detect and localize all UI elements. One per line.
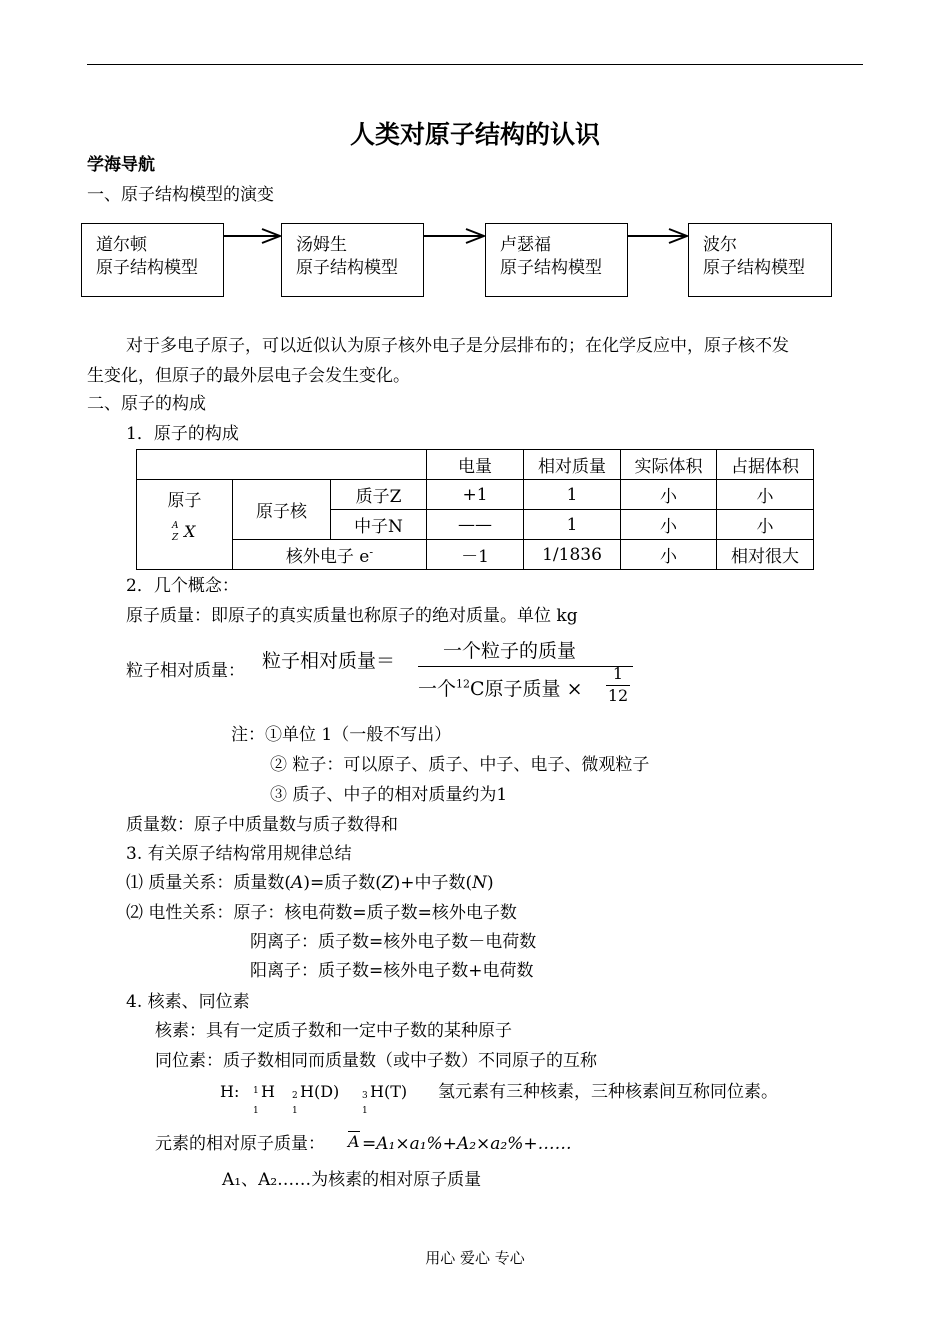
- paragraph-line: 对于多电子原子，可以近似认为原子核外电子是分层排布的；在化学反应中，原子核不发: [126, 336, 789, 356]
- model-box-dalton: [81, 223, 224, 297]
- isotope-definition: 同位素：质子数相同而质量数（或中子数）不同原子的互称: [155, 1051, 597, 1071]
- table-row: [137, 540, 814, 570]
- rule1-text: ): [487, 873, 494, 893]
- formula-lhs: 粒子相对质量＝: [262, 650, 396, 672]
- atom-cell: [137, 480, 233, 570]
- atom-symbol-number: Z: [172, 533, 179, 543]
- fraction-bar: [418, 666, 633, 667]
- note-line: ② 粒子：可以原子、质子、中子、电子、微观粒子: [270, 755, 650, 775]
- rule1-a: A: [291, 873, 304, 893]
- avg-mass-label: 元素的相对原子质量：: [155, 1134, 325, 1154]
- sub1-heading: 1．原子的构成: [126, 424, 239, 444]
- table-cell: －1: [427, 540, 524, 570]
- table-cell: ——: [427, 510, 524, 540]
- avg-mass-abar: A: [348, 1132, 360, 1151]
- atom-symbol-mass: A: [172, 521, 179, 531]
- den-prefix: 一个: [418, 678, 457, 700]
- model-box-bohr: [688, 223, 832, 297]
- table-header: 实际体积: [621, 450, 717, 480]
- rule1-text: ⑴ 质量关系：质量数(: [126, 873, 292, 893]
- hydrogen-description: 氢元素有三种核素，三种核素间互称同位素。: [438, 1082, 778, 1102]
- electron-label: 核外电子 e: [285, 547, 370, 567]
- isotope-number: 1: [292, 1106, 298, 1116]
- nuclide-definition: 核素：具有一定质子数和一定中子数的某种原子: [155, 1021, 512, 1041]
- isotope-symbol: H(T): [370, 1082, 408, 1101]
- table-row: [137, 480, 814, 510]
- table-cell: 1: [524, 480, 621, 510]
- section-nav-heading: 学海导航: [87, 155, 155, 175]
- isotope-mass: 2: [292, 1091, 298, 1101]
- isotope-symbol: H(D): [300, 1082, 340, 1101]
- table-cell: 小: [717, 480, 814, 510]
- rule1-n: N: [472, 873, 488, 893]
- model-box-thomson: [281, 223, 424, 297]
- model-label: 原子结构模型: [296, 257, 398, 278]
- table-cell: +1: [427, 480, 524, 510]
- isotope-mass: 1: [253, 1086, 259, 1096]
- model-name: 波尔: [703, 235, 737, 255]
- small-fraction-den: 12: [607, 686, 629, 705]
- arrow-icon: [224, 226, 282, 246]
- den-sup: 12: [456, 677, 471, 691]
- table-cell: 相对很大: [717, 540, 814, 570]
- table-cell: 1/1836: [524, 540, 621, 570]
- rule-cation: 阳离子：质子数=核外电子数+电荷数: [250, 961, 534, 981]
- avg-mass-formula: =A₁×a₁%+A₂×a₂%+……: [362, 1134, 572, 1154]
- nucleus-cell: 原子核: [233, 480, 331, 540]
- sub4-heading: 4. 核素、同位素: [126, 992, 250, 1012]
- table-cell: 中子N: [331, 510, 427, 540]
- isotope-mass: 3: [362, 1091, 368, 1101]
- model-box-rutherford: [485, 223, 628, 297]
- formula-denominator: [418, 674, 583, 701]
- isotope-number: 1: [362, 1106, 368, 1116]
- arrow-icon: [424, 226, 486, 246]
- model-name: 道尔顿: [96, 235, 147, 255]
- table-header: 相对质量: [524, 450, 621, 480]
- table-header-row: [137, 450, 814, 480]
- model-label: 原子结构模型: [703, 257, 805, 278]
- model-name: 卢瑟福: [500, 235, 551, 255]
- electron-sup: -: [369, 545, 374, 559]
- table-cell: 1: [524, 510, 621, 540]
- model-name: 汤姆生: [296, 235, 347, 255]
- arrow-icon: [628, 226, 689, 246]
- table-corner-cell: [137, 450, 427, 480]
- avg-mass-note: A₁、A₂……为核素的相对原子质量: [222, 1170, 482, 1190]
- formula-numerator: 一个粒子的质量: [443, 640, 577, 662]
- rule1-text: )=质子数(: [303, 873, 382, 893]
- rule1-text: )+中子数(: [393, 873, 473, 893]
- isotope-symbol: H: [261, 1082, 275, 1101]
- small-fraction: [606, 664, 630, 705]
- page-title: 人类对原子结构的认识: [349, 120, 600, 149]
- rule-anion: 阴离子：质子数=核外电子数－电荷数: [250, 932, 537, 952]
- table-cell: 小: [717, 510, 814, 540]
- sub2-heading: 2．几个概念：: [126, 576, 239, 596]
- section1-heading: 一、原子结构模型的演变: [87, 185, 274, 205]
- page-footer: 用心 爱心 专心: [425, 1249, 525, 1267]
- electron-cell: [233, 540, 427, 570]
- table-cell: 小: [621, 510, 717, 540]
- rule-charge-relation: ⑵ 电性关系：原子：核电荷数=质子数=核外电子数: [126, 903, 517, 923]
- atom-symbol: [137, 511, 232, 557]
- atom-symbol-letter: X: [184, 522, 196, 541]
- sub3-heading: 3. 有关原子结构常用规律总结: [126, 844, 352, 864]
- atom-label: 原子: [167, 491, 202, 511]
- hydrogen-prefix: H:: [220, 1082, 240, 1101]
- table-cell: 小: [621, 480, 717, 510]
- atomic-mass-definition: 原子质量：即原子的真实质量也称原子的绝对质量。单位 kg: [126, 606, 578, 626]
- rule-mass-relation: [126, 873, 494, 893]
- mass-number-definition: 质量数：原子中质量数与质子数得和: [126, 815, 398, 835]
- den-rest: C原子质量 ×: [470, 678, 583, 700]
- atom-composition-table: [136, 449, 814, 570]
- relative-mass-label: 粒子相对质量：: [126, 661, 245, 681]
- rule1-z: Z: [381, 873, 394, 893]
- note-line: ③ 质子、中子的相对质量约为1: [270, 785, 508, 805]
- table-header: 电量: [427, 450, 524, 480]
- paragraph-line: 生变化，但原子的最外层电子会发生变化。: [87, 366, 410, 386]
- isotope-number: 1: [253, 1106, 259, 1116]
- table-cell: 质子Z: [331, 480, 427, 510]
- table-header: 占据体积: [717, 450, 814, 480]
- note-line: 注：①单位 1（一般不写出）: [231, 725, 452, 745]
- model-label: 原子结构模型: [96, 257, 198, 278]
- section2-heading: 二、原子的构成: [87, 394, 206, 414]
- small-fraction-num: 1: [612, 664, 624, 683]
- header-rule: [87, 64, 863, 65]
- table-cell: 小: [621, 540, 717, 570]
- model-label: 原子结构模型: [500, 257, 602, 278]
